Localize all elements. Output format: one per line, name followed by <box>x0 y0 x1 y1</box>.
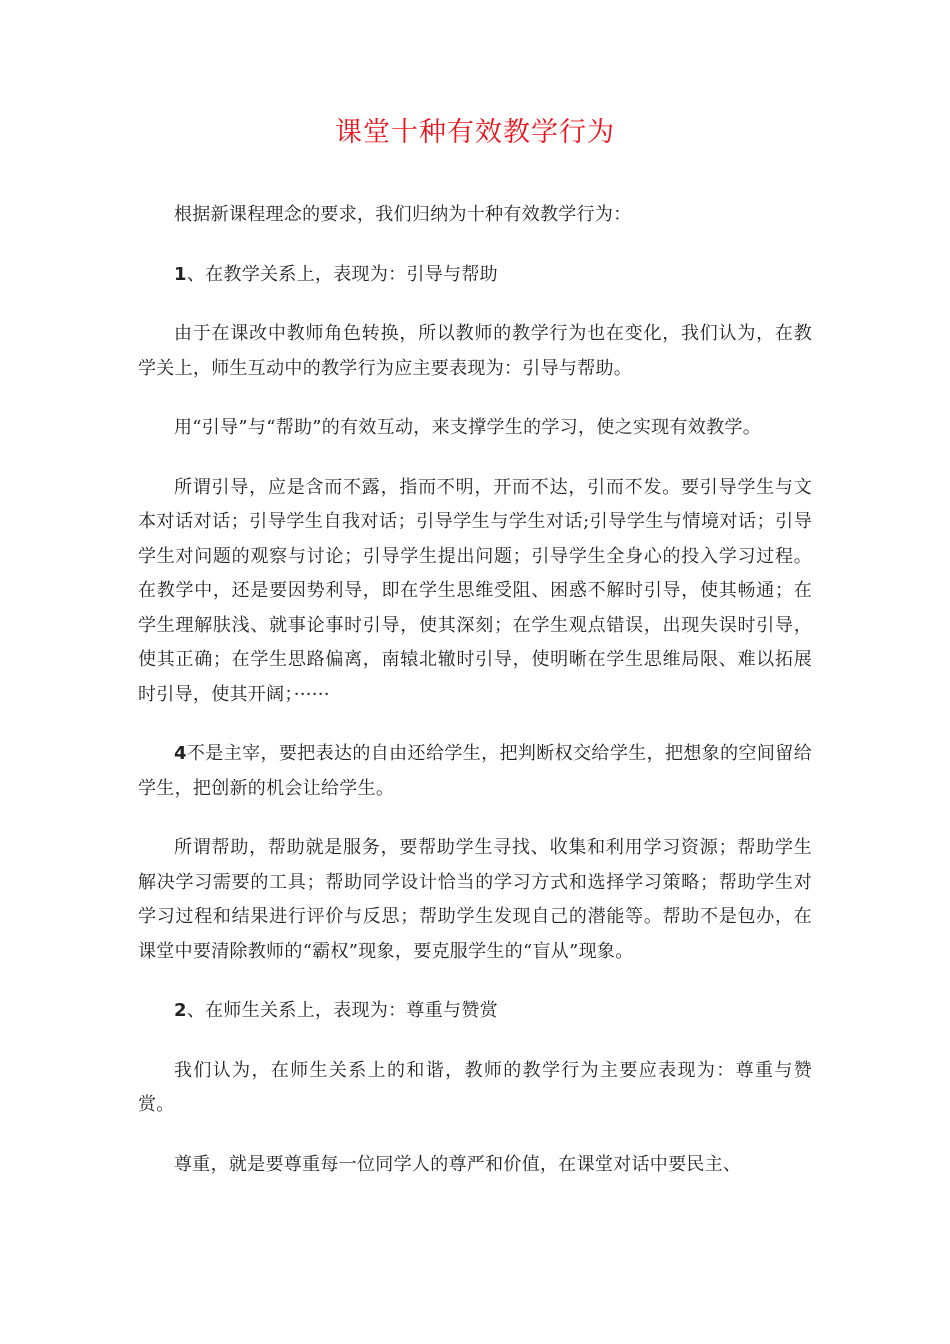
body-paragraph: 所谓引导，应是含而不露，指而不明，开而不达，引而不发。要引导学生与文本对话对话；引导学生自我对话；引导学生与学生对话;引导学生与情境对话；引导学生对问题的观察与讨论；引导学生提出问题；引导学生全身心的投入学习过程。在教学中，还是要因势利导，即在学生思维受阻、困惑不解时引导，使其畅通；在学生理解肤浅、就事论事时引导，使其深刻；在学生观点错误，出现失误时引导，使其正确；在学生思路偏离，南辕北辙时引导，使明晰在学生思维局限、难以拓展时引导，使其开阔；······ <box>138 476 812 705</box>
body-paragraph: 所谓帮助，帮助就是服务，要帮助学生寻找、收集和利用学习资源；帮助学生解决学习需要的工具；帮助同学设计恰当的学习方式和选择学习策略；帮助学生对学习过程和结果进行评价与反思；帮助学生发现自己的潜能等。帮助不是包办，在课堂中要清除教师的“霸权”现象，要克服学生的“盲从”现象。 <box>138 837 812 962</box>
body-paragraph: 用“引导”与“帮助”的有效互动，来支撑学生的学习，使之实现有效教学。 <box>174 417 762 438</box>
section-heading-1: 1、在教学关系上，表现为：引导与帮助 <box>174 263 498 285</box>
intro-paragraph: 根据新课程理念的要求，我们归纳为十种有效教学行为： <box>174 204 632 225</box>
body-paragraph: 由于在课改中教师角色转换，所以教师的教学行为也在变化，我们认为，在教学关上，师生互动中的教学行为应主要表现为：引导与帮助。 <box>138 323 812 379</box>
body-paragraph: 我们认为，在师生关系上的和谐，教师的教学行为主要应表现为：尊重与赞赏。 <box>138 1059 812 1115</box>
body-paragraph: 尊重，就是要尊重每一位同学人的尊严和价值，在课堂对话中要民主、 <box>174 1153 742 1175</box>
document-title: 课堂十种有效教学行为 <box>335 117 615 148</box>
section-heading-2: 2、在师生关系上，表现为：尊重与赞赏 <box>174 1000 498 1021</box>
body-paragraph: 4不是主宰，要把表达的自由还给学生，把判断权交给学生，把想象的空间留给学生，把创新的机会让给学生。 <box>138 743 812 799</box>
